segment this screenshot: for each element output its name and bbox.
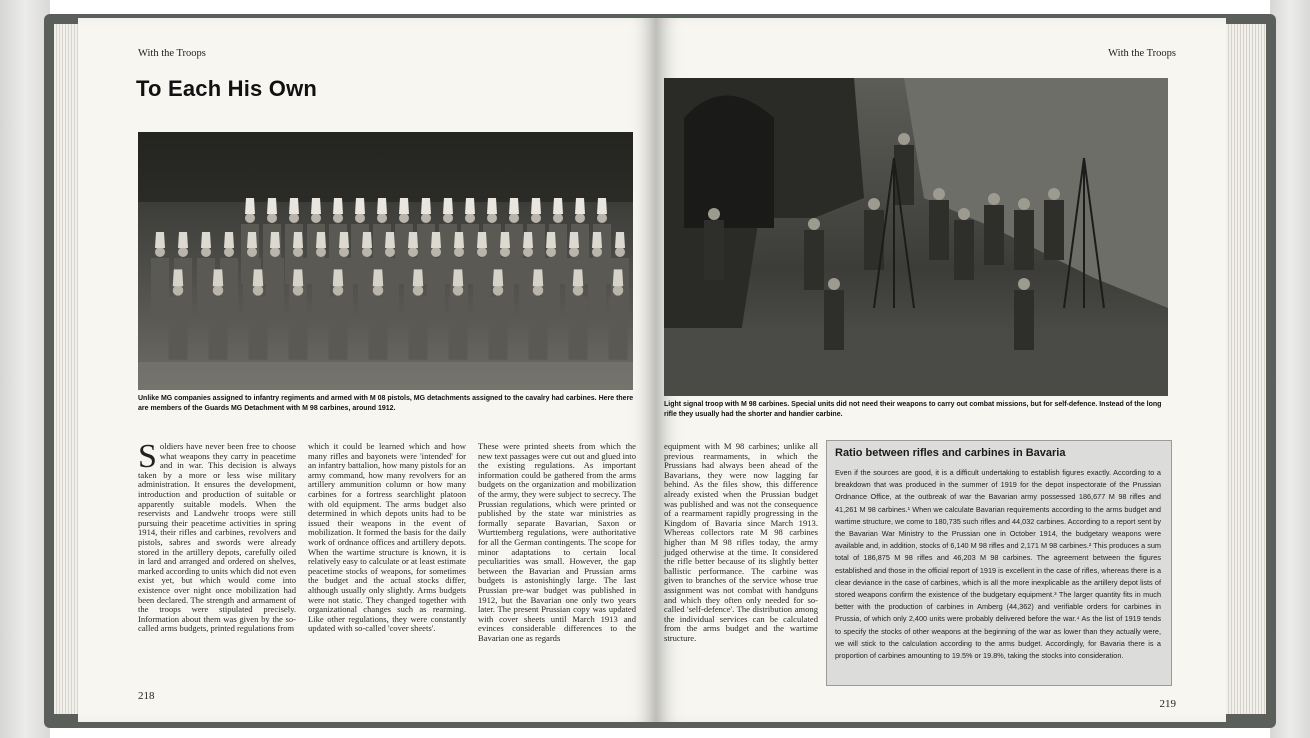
photo-group-soldiers-image (138, 132, 633, 390)
running-head-left: With the Troops (138, 48, 206, 59)
left-page (78, 18, 656, 722)
sidebar-box-rifles-carbines (826, 440, 1172, 686)
dropcap-letter: S (138, 438, 157, 475)
left-photo-caption: Unlike MG companies assigned to infantry regiments and armed with M 08 pistols, MG detachments assigned to the cavalry had carbines. Here there are members of the Guards MG Detachment with M 98 carbines, around 1912. (138, 395, 634, 412)
background-right-strip (1270, 0, 1310, 738)
page-edges-right (1226, 24, 1266, 714)
column-text: oldiers have never been free to choose what weapons they carry in peacetime and in war. This decision is always taken by a more or less wise military administration. It ensures the development, introduction and production of suitable or apparently suitable models. When the reservists and Landwehr troops were still pursuing their peacetime activities in spring 1914, their rifles and carbines, revolvers and pistols, sabres and swords were already stored in the artillery depots, carefully oiled in lard and arranged and ordered on shelves, marked according to units which did not even exist yet, but which would come into existence over night once mobilization had been declared. The strength and armament of the troops were stipulated precisely. Information about them was given by the so-called arms budgets, printed regulations from (138, 441, 296, 634)
sidebar-text: Even if the sources are good, it is a difficult undertaking to establish figures exactly. According to a breakdown that was produced in the summer of 1919 for the depot inspectorate of the Prussian Ordnance Office, at the outbreak of war the Bavarian army possessed 186,677 M 98 rifles and 41,261 M 98 carbines.¹ When we calculate Bavarian requirements according to the arms budget and wartime structure, we come to 180,735 such rifles and 44,032 carbines. According to a report sent by the Bavarian War Ministry to the Prussian one in October 1914, the budgetary weapons were available and, in addition, stocks of 6,140 M 98 rifles and 2,171 M 98 carbines.² This produces a sum total of 186,875 M 98 rifles and 46,203 M 98 carbines. The agreement between the figures established and those in the official report of 1919 is excellent in the case of rifles, whereas there is a clear deviance in the case of carbines, which is all the more inexplicable as the artillery depot lists of stored weapons confirm the existence of the budgetary equipment.³ The larger quantity fits in much better with the production of carbines in Amberg (44,362) and verifiable orders for carbines in Prussia, of which only 2,400 units were probably delivered before the war.⁴ As the list of 1919 tends to specify the stocks of other weapons at the beginning of the war as lower than they actually were, we will stick to the calculation according to the arms budget. Accordingly, for Bavaria there is a proportion of carbines amounting to 19.5% or 19.8%, taking the stocks into consideration. (835, 468, 1161, 661)
column-text: equipment with M 98 carbines; unlike all previous rearmaments, in which the Prussians had always been ahead of the Bavarians, they were now lagging far behind. As the files show, this difference already existed when the Prussian budget was published and was not the consequence of a rearmament rapidly progressing in the Kingdom of Bavaria since March 1913. Whereas collectors rate M 98 carbines higher than M 98 rifles today, the army judged otherwise at the time. It considered the rifle better because of its slightly better ballistic performance. The carbine was given to branches of the service whose true assignment was not combat with handguns and which they often only needed for so-called 'self-defence'. The distribution among the individual services can be calculated from the arms budget and the wartime structure. (664, 441, 818, 643)
photo-light-signal-troop (664, 78, 1168, 396)
page-number-left: 218 (138, 690, 155, 702)
left-text-column-2 (308, 442, 466, 634)
running-head-right: With the Troops (1108, 48, 1176, 59)
page-number-right: 219 (1159, 698, 1176, 710)
sidebar-title: Ratio between rifles and carbines in Bavaria (835, 447, 1066, 459)
right-text-column (664, 442, 818, 643)
background-left-strip (0, 0, 50, 738)
column-text: which it could be learned which and how many rifles and bayonets were 'intended' for an infantry battalion, how many pistols for an army command, how many revolvers for an artillery ammunition column or how many carbines for a fortress searchlight platoon with old equipment. The arms budget also determined in which depots units had to be issued their weapons in the event of mobilization. It formed the basis for the daily work of ordnance offices and artillery depots. When the wartime structure is known, it is relatively easy to calculate or at least estimate peacetime stocks of weapons, for sometimes the budget and the actual stocks differ, although usually only slightly. Arms budgets were not static. They changed together with organizational changes such as rearming. Like other regulations, they were constantly updated with so-called 'cover sheets'. (308, 441, 466, 634)
right-page (656, 18, 1226, 722)
open-book (44, 14, 1276, 728)
column-text: These were printed sheets from which the new text passages were cut out and glued into the existing regulations. As important information could be gathered from the arms budgets on the organization and mobilization of the army, they were subject to secrecy. The Prussian regulations, which were printed or published by the state war ministries as formally separate Bavarian, Saxon or Wurttemberg regulations, were authoritative for all the German contingents. The scope for minor adaptations to certain local peculiarities was small. However, the gap between the Bavarian and Prussian arms budgets is astonishingly large. The last Prussian pre-war budget was published in 1912, but the Bavarian one only two years later. The present Prussian copy was updated with cover sheets until March 1913 and evinces considerable differences to the Bavarian one as regards (478, 441, 636, 643)
left-text-column-1 (138, 438, 296, 634)
right-photo-caption: Light signal troop with M 98 carbines. Special units did not need their weapons to carry out combat missions, but for self-defence. Instead of the long rifle they usually had the shorter and handier carbine. (664, 401, 1162, 418)
chapter-title: To Each His Own (136, 76, 318, 101)
photo-guards-mg-detachment (138, 132, 633, 390)
left-text-column-3 (478, 442, 636, 643)
photo-signal-troop-image (664, 78, 1168, 396)
